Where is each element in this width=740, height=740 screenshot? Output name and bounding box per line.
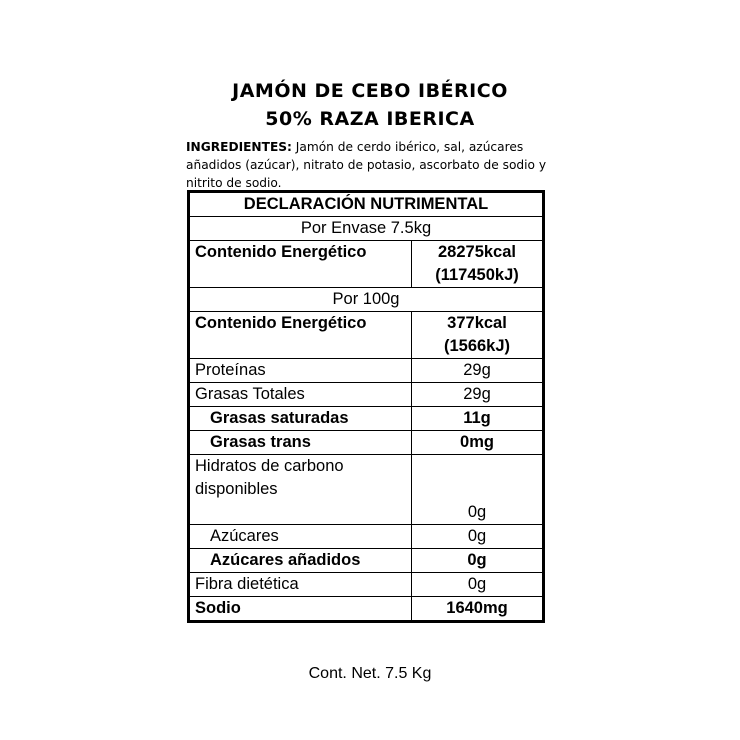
- table-row: [189, 431, 544, 455]
- nutrient-label-line2: disponibles: [195, 480, 278, 498]
- per-package-row: [189, 217, 544, 241]
- net-content: Cont. Net. 7.5 Kg: [308, 665, 432, 682]
- energy-package-kj: (117450kJ): [435, 266, 519, 284]
- table-row: [189, 383, 544, 407]
- energy-100g-kcal: 377kcal: [447, 314, 507, 332]
- table-row: [189, 359, 544, 383]
- table-header: DECLARACIÓN NUTRIMENTAL: [189, 192, 544, 217]
- nutrient-label: Azúcares añadidos: [189, 549, 412, 573]
- per-100g-row: [189, 288, 544, 312]
- energy-100g-value: [412, 312, 544, 359]
- per-100g-label: Por 100g: [189, 288, 544, 312]
- nutrient-label-line1: Hidratos de carbono: [195, 457, 344, 475]
- table-row: [189, 597, 544, 622]
- energy-package-value: [412, 241, 544, 288]
- energy-label: Contenido Energético: [189, 241, 412, 288]
- nutrient-value: 29g: [412, 359, 544, 383]
- nutrient-label: Grasas Totales: [189, 383, 412, 407]
- nutrient-label: [189, 455, 412, 525]
- nutrition-table: [187, 190, 545, 623]
- table-row: [189, 455, 544, 525]
- per-package-label: Por Envase 7.5kg: [189, 217, 544, 241]
- nutrient-value: 29g: [412, 383, 544, 407]
- table-header-row: [189, 192, 544, 217]
- table-row: [189, 407, 544, 431]
- nutrient-label: Fibra dietética: [189, 573, 412, 597]
- nutrient-value: 0g: [412, 525, 544, 549]
- table-row: [189, 525, 544, 549]
- nutrient-value: 0g: [412, 455, 544, 525]
- product-title-line1: JAMÓN DE CEBO IBÉRICO: [232, 80, 508, 102]
- product-title-line2: 50% RAZA IBERICA: [265, 108, 475, 130]
- nutrient-label: Sodio: [189, 597, 412, 622]
- nutrient-label: Proteínas: [189, 359, 412, 383]
- nutrient-label: Grasas trans: [189, 431, 412, 455]
- energy-package-kcal: 28275kcal: [438, 243, 516, 261]
- ingredients-list: Jamón de cerdo ibérico, sal, azúcares añadidos (azúcar), nitrato de potasio, ascorbato de sodio y nitrito de sodio.: [186, 140, 547, 190]
- nutrient-value: 0g: [412, 549, 544, 573]
- energy-package-row: [189, 241, 544, 288]
- nutrient-value: 0g: [412, 573, 544, 597]
- energy-100g-kj: (1566kJ): [443, 337, 511, 355]
- nutrient-value: 11g: [412, 407, 544, 431]
- ingredients-label: INGREDIENTES:: [186, 140, 292, 154]
- nutrient-label: Azúcares: [189, 525, 412, 549]
- nutrient-value: 1640mg: [412, 597, 544, 622]
- table-row: [189, 573, 544, 597]
- energy-100g-row: [189, 312, 544, 359]
- energy-100g-label: Contenido Energético: [189, 312, 412, 359]
- table-row: [189, 549, 544, 573]
- nutrient-label: Grasas saturadas: [189, 407, 412, 431]
- ingredients-text: [186, 138, 566, 192]
- nutrient-value: 0mg: [412, 431, 544, 455]
